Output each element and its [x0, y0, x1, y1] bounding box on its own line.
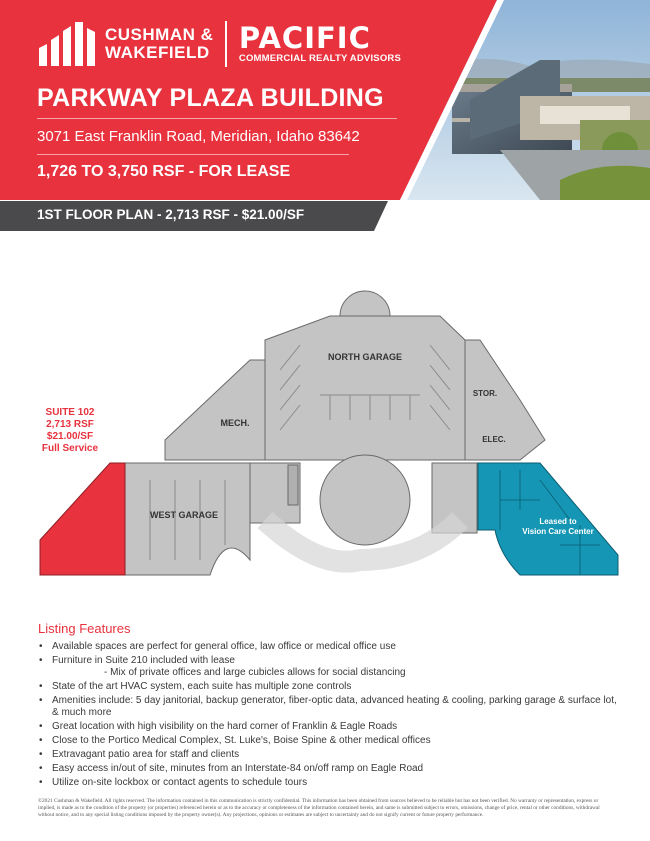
- list-item: • State of the art HVAC system, each suite has multiple zone controls: [38, 681, 618, 693]
- pacific-name: PACIFIC: [238, 20, 371, 55]
- label-elec: ELEC.: [482, 435, 506, 444]
- label-leased-line2: Vision Care Center: [522, 527, 594, 536]
- list-item: • Great location with high visibility on the hard corner of Franklin & Eagle Roads: [38, 721, 618, 733]
- building-bars-icon: [37, 22, 99, 66]
- disclaimer: ©2021 Cushman & Wakefield. All rights reserved. The information contained in this communication is strictly confidential. This information has been obtained from sources believed to be reliable but has not been verified. No warranty or representation, express or implied, is made as to the condition of the property (or properties) referenced herein or as to the accuracy or completeness of the information contained herein, and same is submitted subject to errors, omissions, change of price, rental or other conditions, withdrawal without notice, and to any special listing conditions imposed by the property owner(s). Any projections, opinions or estimates are subject to uncertainty and do not signify current or future property performance.: [38, 798, 600, 818]
- property-address: 3071 East Franklin Road, Meridian, Idaho 83642: [37, 128, 360, 145]
- list-item: • Extravagant patio area for staff and clients: [38, 749, 618, 761]
- suite-102-area: [40, 463, 125, 575]
- label-stor: STOR.: [472, 389, 498, 398]
- floor-plan-title: 1ST FLOOR PLAN - 2,713 RSF - $21.00/SF: [37, 207, 305, 222]
- cushman-wakefield-logotype: [105, 26, 213, 62]
- page-title: PARKWAY PLAZA BUILDING: [37, 84, 384, 112]
- pacific-sub: COMMERCIAL REALTY ADVISORS: [238, 52, 402, 64]
- cw-line1: CUSHMAN &: [105, 25, 214, 44]
- title-divider: [37, 118, 397, 119]
- suite-name: SUITE 102: [45, 407, 95, 418]
- suite-rate: $21.00/SF: [46, 431, 94, 442]
- pacific-logotype: [238, 20, 402, 64]
- label-leased-line1: Leased to: [539, 517, 577, 526]
- brand-logos: [37, 22, 401, 66]
- list-item: • Available spaces are perfect for general office, law office or medical office use: [38, 641, 618, 653]
- list-item: • Close to the Portico Medical Complex, St. Luke's, Boise Spine & other medical offices: [38, 735, 618, 747]
- label-north-garage: NORTH GARAGE: [328, 352, 402, 362]
- suite-rsf: 2,713 RSF: [46, 419, 94, 430]
- label-mech: MECH.: [220, 418, 250, 428]
- lease-rsf: 1,726 TO 3,750 RSF - FOR LEASE: [37, 163, 291, 180]
- list-item: • Amenities include: 5 day janitorial, backup generator, fiber-optic data, advanced heating & cooling, parking garage & surface lot, & much more: [38, 695, 618, 719]
- address-divider: [37, 154, 349, 155]
- suite-102-callout: [20, 407, 120, 455]
- brand-divider: [225, 21, 227, 67]
- features-title: Listing Features: [38, 621, 131, 636]
- list-item: • Easy access in/out of site, minutes from an Interstate-84 on/off ramp on Eagle Road: [38, 763, 618, 775]
- features-list: [38, 641, 618, 791]
- cw-line2: WAKEFIELD: [105, 43, 210, 62]
- list-item: • Furniture in Suite 210 included with lease - Mix of private offices and large cubicles allows for social distancing: [38, 655, 618, 679]
- label-west-garage: WEST GARAGE: [149, 510, 219, 520]
- list-item: • Utilize on-site lockbox or contact agents to schedule tours: [38, 777, 618, 789]
- list-sub-item: - Mix of private offices and large cubicles allows for social distancing: [104, 667, 406, 678]
- suite-service: Full Service: [41, 443, 99, 454]
